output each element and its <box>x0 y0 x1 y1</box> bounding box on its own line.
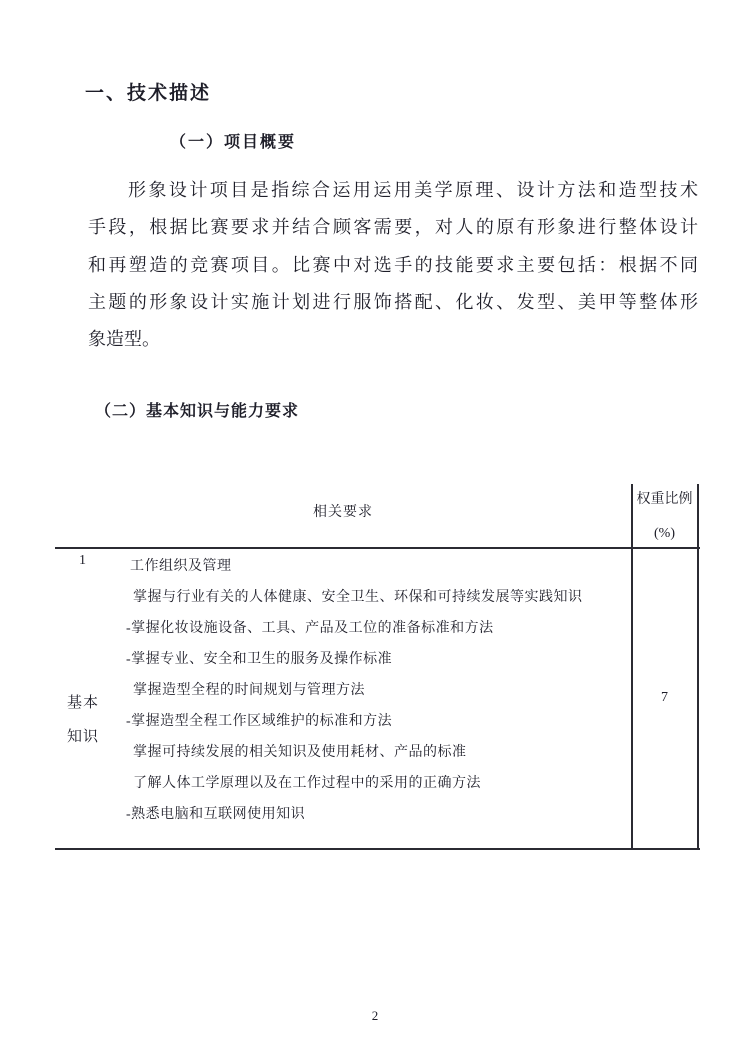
paragraph-line: 和再塑造的竞赛项目。比赛中对选手的技能要求主要包括：根据不同 <box>88 254 698 275</box>
heading-basic-knowledge-requirements: （二）基本知识与能力要求 <box>95 403 300 420</box>
paragraph-line: 手段，根据比赛要求并结合顾客需要，对人的原有形象进行整体设计 <box>88 217 698 238</box>
requirement-item: 掌握可持续发展的相关知识及使用耗材、产品的标准 <box>133 745 467 760</box>
table-cell-category-line: 基本 <box>66 695 99 711</box>
requirement-category-title: 工作组织及管理 <box>130 559 232 574</box>
page-number: 2 <box>371 1008 379 1023</box>
paragraph-line: 象造型。 <box>88 329 160 350</box>
requirement-item: -熟悉电脑和互联网使用知识 <box>126 807 306 822</box>
requirement-item: 了解人体工学原理以及在工作过程中的采用的正确方法 <box>133 776 481 791</box>
heading-project-overview: （一）项目概要 <box>170 134 297 151</box>
table-bottom-border <box>55 848 700 850</box>
table-header-weight-unit: (%) <box>654 526 675 541</box>
table-cell-category <box>61 686 105 754</box>
requirement-item: -掌握专业、安全和卫生的服务及操作标准 <box>126 652 393 667</box>
paragraph-line: 形象设计项目是指综合运用运用美学原理、设计方法和造型技术 <box>128 180 698 200</box>
table-header-weight <box>632 483 697 551</box>
requirement-item: 掌握与行业有关的人体健康、安全卫生、环保和可持续发展等实践知识 <box>133 590 583 605</box>
heading-technical-description: 一、技术描述 <box>85 83 212 104</box>
requirement-item: -掌握化妆设施设备、工具、产品及工位的准备标准和方法 <box>126 621 494 636</box>
table-cell-requirements <box>126 551 631 830</box>
project-overview-paragraph <box>88 172 698 358</box>
table-cell-row-number: 1 <box>79 553 86 568</box>
table-cell-weight-value: 7 <box>661 690 668 705</box>
table-header-weight-title: 权重比例 <box>636 492 693 507</box>
table-cell-category-line: 知识 <box>66 729 99 745</box>
table-header-requirements: 相关要求 <box>313 505 373 520</box>
table-right-border <box>697 484 699 850</box>
table-header-divider <box>55 547 700 549</box>
requirement-item: 掌握造型全程的时间规划与管理方法 <box>133 683 365 698</box>
paragraph-line: 主题的形象设计实施计划进行服饰搭配、化妆、发型、美甲等整体形 <box>88 291 698 312</box>
requirement-item: -掌握造型全程工作区域维护的标准和方法 <box>126 714 393 729</box>
